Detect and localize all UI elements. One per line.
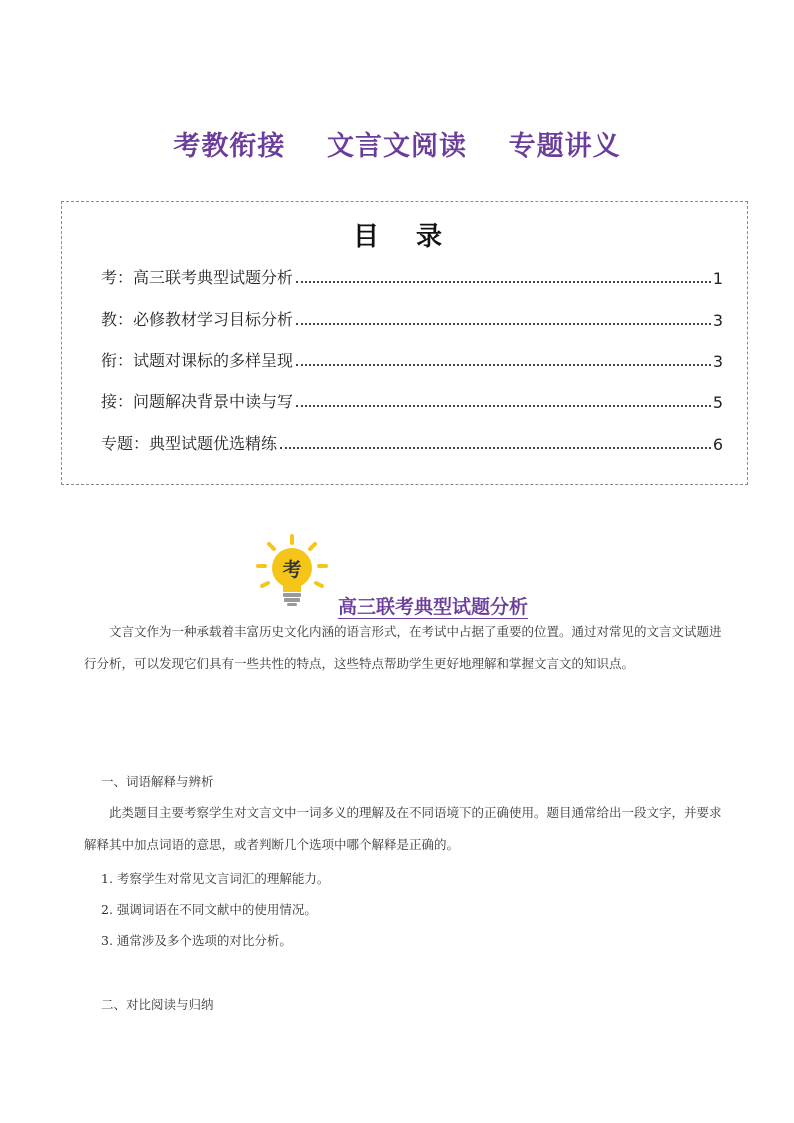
badge-char: 考 (282, 559, 302, 581)
toc-item-label: 考：高三联考典型试题分析 (101, 268, 294, 287)
section-heading: 高三联考典型试题分析 (338, 596, 529, 618)
toc-leader-dots (296, 364, 711, 366)
toc-leader-dots (296, 323, 711, 325)
toc-heading: 目 录 (352, 222, 457, 252)
toc-item-5[interactable] (101, 430, 723, 454)
page-title: 考教衔接 文言文阅读 专题讲义 (173, 131, 621, 162)
point-3: 3. 通常涉及多个选项的对比分析。 (101, 933, 292, 948)
toc-item-2[interactable] (101, 306, 723, 330)
toc-item-label: 教：必修教材学习目标分析 (101, 310, 294, 329)
toc-page-number: 6 (712, 435, 723, 454)
intro-paragraph: 文言文作为一种承载着丰富历史文化内涵的语言形式，在考试中占据了重要的位置。通过对常见的文言文试题进行分析，可以发现它们具有一些共性的特点，这些特点帮助学生更好地理解和掌握文言文的知识点。 (84, 624, 722, 671)
part1-title: 一、词语解释与辨析 (101, 774, 214, 789)
part1-description: 此类题目主要考察学生对文言文中一词多义的理解及在不同语境下的正确使用。题目通常给出一段文字，并要求解释其中加点词语的意思，或者判断几个选项中哪个解释是正确的。 (84, 805, 722, 852)
toc-item-label: 专题：典型试题优选精练 (101, 434, 278, 453)
toc-item-3[interactable] (101, 347, 723, 371)
toc-page-number: 5 (712, 393, 723, 412)
toc-leader-dots (296, 281, 711, 283)
toc-item-4[interactable] (101, 388, 723, 412)
toc-item-label: 接：问题解决背景中读与写 (101, 392, 294, 411)
toc-leader-dots (280, 447, 711, 449)
toc-leader-dots (296, 405, 711, 407)
toc-item-label: 衔：试题对课标的多样呈现 (101, 351, 294, 370)
part2-title: 二、对比阅读与归纳 (101, 997, 214, 1012)
toc-page-number: 1 (712, 269, 723, 288)
toc-page-number: 3 (712, 311, 723, 330)
point-2: 2. 强调词语在不同文献中的使用情况。 (101, 902, 317, 917)
table-of-contents (61, 201, 748, 485)
toc-page-number: 3 (712, 352, 723, 371)
toc-item-1[interactable] (101, 264, 723, 288)
point-1: 1. 考察学生对常见文言词汇的理解能力。 (101, 871, 330, 886)
lightbulb-icon (252, 532, 332, 612)
